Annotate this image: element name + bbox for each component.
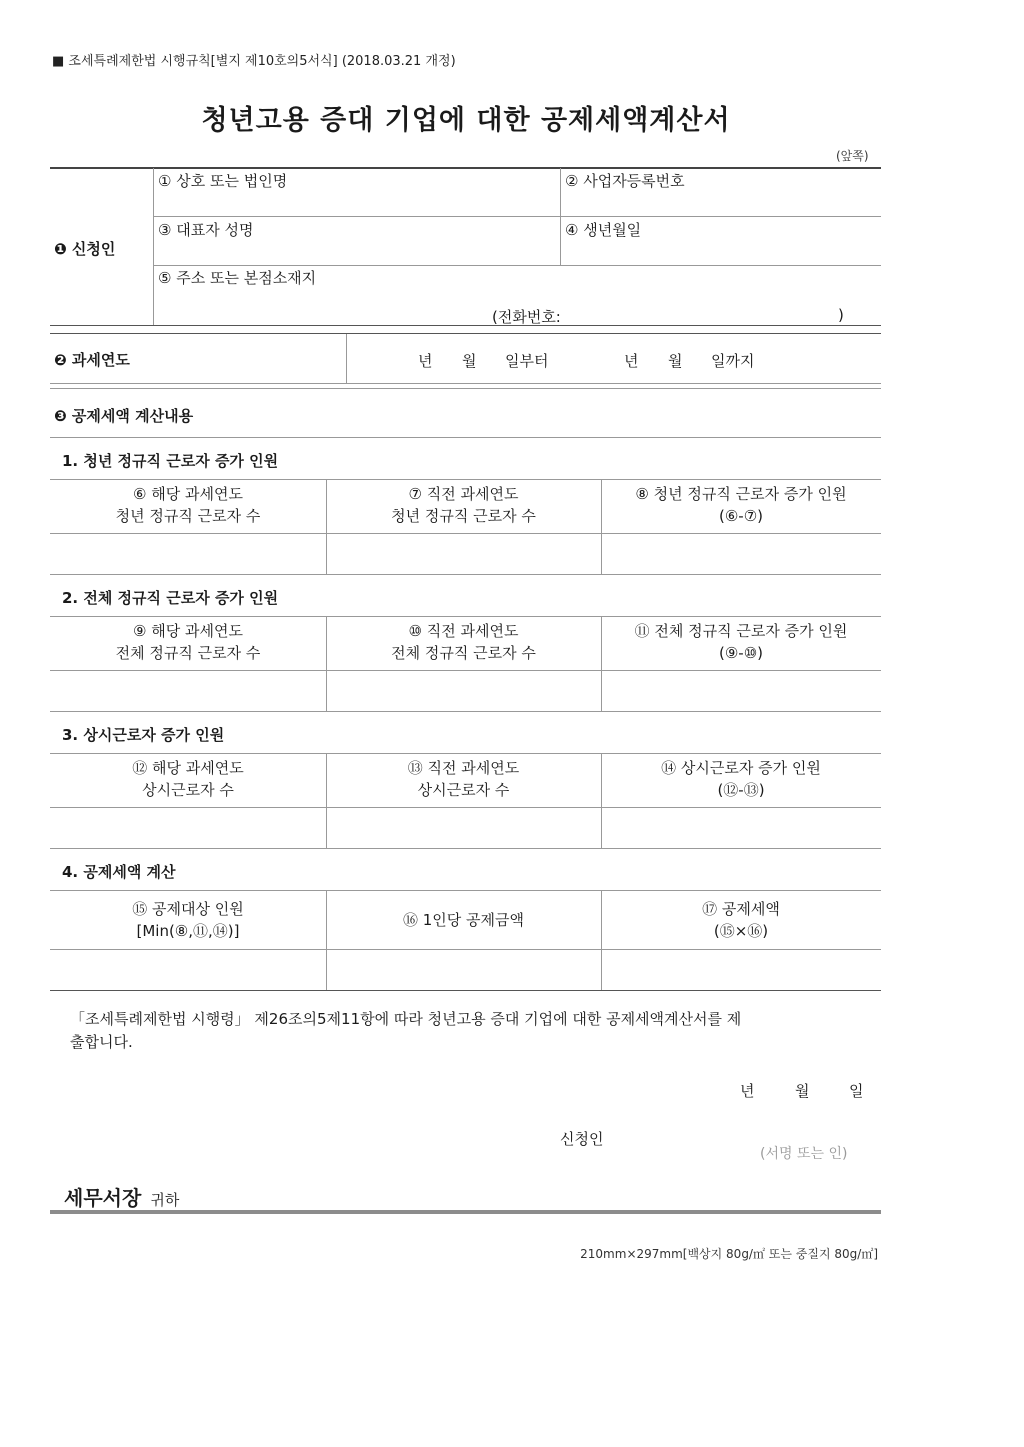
sub4-col3-input[interactable] [602, 950, 880, 990]
sub1-col2-input[interactable] [327, 534, 600, 574]
divider [50, 753, 881, 754]
statement-line-2: 출합니다. [70, 1033, 133, 1051]
representative-field[interactable]: ③ 대표자 성명 [158, 221, 254, 239]
divider [50, 479, 881, 480]
date-month[interactable]: 월 [795, 1082, 810, 1100]
divider [346, 334, 347, 383]
tax-year-end-year[interactable]: 년 [624, 352, 639, 370]
calc-section-label: ❸ 공제세액 계산내용 [54, 407, 194, 425]
sub2-title: 2. 전체 정규직 근로자 증가 인원 [62, 589, 279, 607]
address-field[interactable]: ⑤ 주소 또는 본점소재지 [158, 269, 317, 287]
sub1-col2-header: ⑦ 직전 과세연도 청년 정규직 근로자 수 [391, 485, 536, 525]
divider [50, 990, 881, 991]
statement-line-1: 「조세특례제한법 시행령」 제26조의5제11항에 따라 청년고용 증대 기업에 대한 공제세액계산서를 제 [70, 1010, 742, 1028]
business-number-field[interactable]: ② 사업자등록번호 [565, 172, 685, 190]
sub3-col1-header: ⑫ 해당 과세연도 상시근로자 수 [132, 759, 244, 799]
sub4-col2-header: ⑯ 1인당 공제금액 [402, 911, 525, 929]
sub3-col3-input[interactable] [602, 808, 880, 848]
sub3-col3-header: ⑭ 상시근로자 증가 인원 (⑫-⑬) [661, 759, 821, 799]
sub1-title: 1. 청년 정규직 근로자 증가 인원 [62, 452, 279, 470]
sub2-col2-input[interactable] [327, 671, 600, 711]
form-title: 청년고용 증대 기업에 대한 공제세액계산서 [201, 105, 731, 136]
divider [50, 848, 881, 849]
tax-year-start-year[interactable]: 년 [418, 352, 433, 370]
divider [50, 333, 881, 334]
recipient-office: 세무서장 [64, 1186, 142, 1210]
sub2-col1-header: ⑨ 해당 과세연도 전체 정규직 근로자 수 [115, 622, 261, 662]
sub2-col3-header: ⑪ 전체 정규직 근로자 증가 인원 (⑨-⑩) [634, 622, 848, 662]
tax-year-end-month[interactable]: 월 [668, 352, 683, 370]
sub1-col3-input[interactable] [602, 534, 880, 574]
sub3-col2-header: ⑬ 직전 과세연도 상시근로자 수 [407, 759, 520, 799]
page-side-label: (앞쪽) [836, 149, 869, 163]
phone-close-paren: ) [838, 306, 844, 324]
recipient-suffix: 귀하 [150, 1191, 180, 1209]
bottom-rule [50, 1210, 881, 1214]
divider [50, 437, 881, 438]
tax-year-start-day[interactable]: 일부터 [505, 352, 549, 370]
date-day[interactable]: 일 [849, 1082, 864, 1100]
sub4-col1-header: ⑮ 공제대상 인원 [Min(⑧,⑪,⑭)] [132, 900, 244, 940]
divider [153, 216, 881, 217]
sub1-col1-input[interactable] [51, 534, 325, 574]
sub4-title: 4. 공제세액 계산 [62, 863, 176, 881]
divider [50, 167, 881, 169]
sub2-col1-input[interactable] [51, 671, 325, 711]
sub3-title: 3. 상시근로자 증가 인원 [62, 726, 225, 744]
sub2-col3-input[interactable] [602, 671, 880, 711]
sub1-col3-header: ⑧ 청년 정규직 근로자 증가 인원 (⑥-⑦) [635, 485, 847, 525]
divider [153, 168, 154, 325]
tax-year-section-label: ❷ 과세연도 [54, 351, 130, 369]
sub3-col1-input[interactable] [51, 808, 325, 848]
divider [50, 616, 881, 617]
divider [153, 265, 881, 266]
signature-area[interactable]: (서명 또는 인) [760, 1146, 848, 1162]
company-name-field[interactable]: ① 상호 또는 법인명 [158, 172, 288, 190]
tax-year-end-day[interactable]: 일까지 [711, 352, 755, 370]
sub4-col3-header: ⑰ 공제세액 (⑮×⑯) [702, 900, 780, 940]
divider [50, 325, 881, 326]
signer-label: 신청인 [560, 1130, 604, 1148]
sub3-col2-input[interactable] [327, 808, 600, 848]
paper-spec-footnote: 210mm×297mm[백상지 80g/㎡ 또는 중질지 80g/㎡] [580, 1247, 878, 1261]
divider [50, 383, 881, 384]
form-header: ■ 조세특례제한법 시행규칙[별지 제10호의5서식] (2018.03.21 개정) [52, 54, 456, 69]
recipient [64, 1182, 179, 1211]
divider [50, 574, 881, 575]
divider [50, 388, 881, 389]
sub4-col2-input[interactable] [327, 950, 600, 990]
phone-field[interactable]: (전화번호: [492, 308, 561, 326]
divider [50, 890, 881, 891]
applicant-section-label: ❶ 신청인 [54, 240, 116, 258]
sub4-col1-input[interactable] [51, 950, 325, 990]
sub2-col2-header: ⑩ 직전 과세연도 전체 정규직 근로자 수 [391, 622, 536, 662]
tax-year-start-month[interactable]: 월 [462, 352, 477, 370]
date-year[interactable]: 년 [740, 1082, 755, 1100]
birth-date-field[interactable]: ④ 생년월일 [565, 221, 642, 239]
divider [50, 711, 881, 712]
sub1-col1-header: ⑥ 해당 과세연도 청년 정규직 근로자 수 [115, 485, 261, 525]
